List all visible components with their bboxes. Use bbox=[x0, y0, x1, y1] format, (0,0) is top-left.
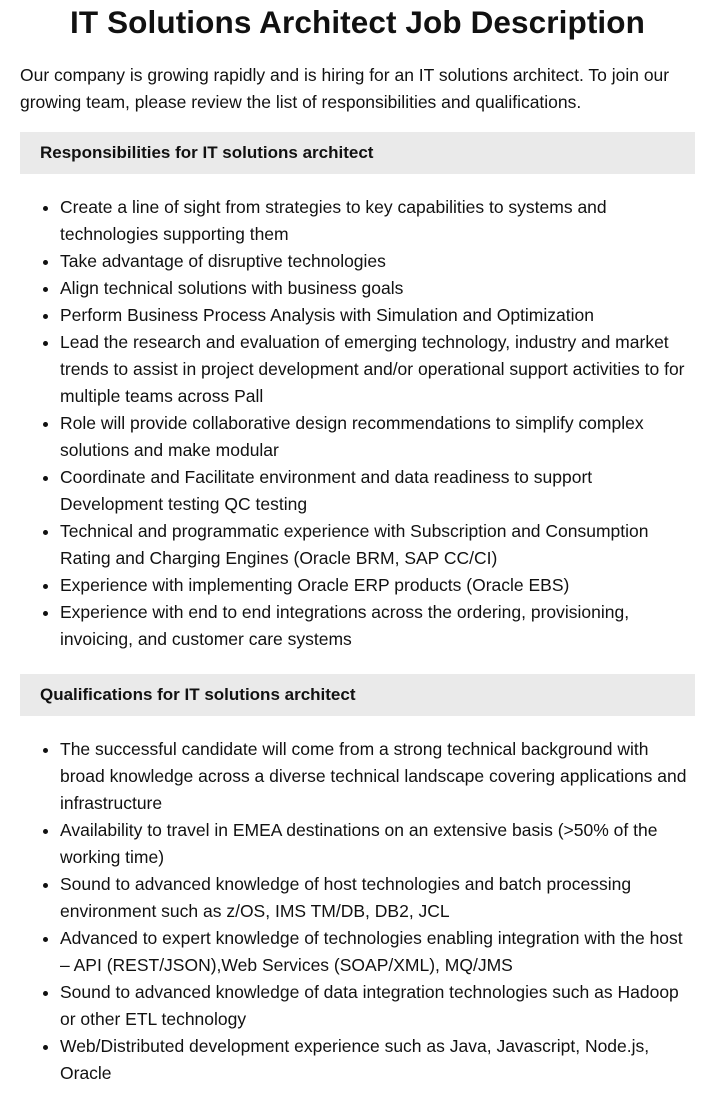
qualifications-heading: Qualifications for IT solutions architect bbox=[20, 674, 695, 716]
list-item: • Sound to advanced knowledge of host technologies and batch processing environment such as z/OS, IMS TM/DB, DB2, JCL bbox=[60, 871, 695, 925]
page-title: IT Solutions Architect Job Description bbox=[70, 4, 645, 40]
list-item: • Coordinate and Facilitate environment and data readiness to support Development testing QC testing bbox=[60, 464, 695, 518]
list-item: • Technical and programmatic experience with Subscription and Consumption Rating and Charging Engines (Oracle BRM, SAP CC/CI) bbox=[60, 518, 695, 572]
list-item: • Availability to travel in EMEA destinations on an extensive basis (>50% of the working time) bbox=[60, 817, 695, 871]
list-item: • The successful candidate will come from a strong technical background with broad knowledge across a diverse technical landscape covering applications and infrastructure bbox=[60, 736, 695, 817]
list-item: • Perform Business Process Analysis with Simulation and Optimization bbox=[60, 302, 695, 329]
list-item: • Experience with implementing Oracle ERP products (Oracle EBS) bbox=[60, 572, 695, 599]
list-item: • Create a line of sight from strategies to key capabilities to systems and technologies supporting them bbox=[60, 194, 695, 248]
list-item: • Lead the research and evaluation of emerging technology, industry and market trends to assist in project development and/or operational support activities to for multiple teams across Pall bbox=[60, 329, 695, 410]
responsibilities-heading: Responsibilities for IT solutions architect bbox=[20, 132, 695, 174]
qualifications-list bbox=[20, 736, 695, 1087]
list-item: • Advanced to expert knowledge of technologies enabling integration with the host – API (REST/JSON),Web Services (SOAP/XML), MQ/JMS bbox=[60, 925, 695, 979]
list-item: • Web/Distributed development experience such as Java, Javascript, Node.js, Oracle bbox=[60, 1033, 695, 1087]
intro-paragraph: Our company is growing rapidly and is hiring for an IT solutions architect. To join our growing team, please review the list of responsibilities and qualifications. bbox=[20, 65, 670, 112]
list-item: • Align technical solutions with business goals bbox=[60, 275, 695, 302]
list-item: • Experience with end to end integrations across the ordering, provisioning, invoicing, and customer care systems bbox=[60, 599, 695, 653]
list-item: • Role will provide collaborative design recommendations to simplify complex solutions and make modular bbox=[60, 410, 695, 464]
list-item: • Take advantage of disruptive technologies bbox=[60, 248, 695, 275]
list-item: • Sound to advanced knowledge of data integration technologies such as Hadoop or other ETL technology bbox=[60, 979, 695, 1033]
responsibilities-list bbox=[20, 194, 695, 653]
